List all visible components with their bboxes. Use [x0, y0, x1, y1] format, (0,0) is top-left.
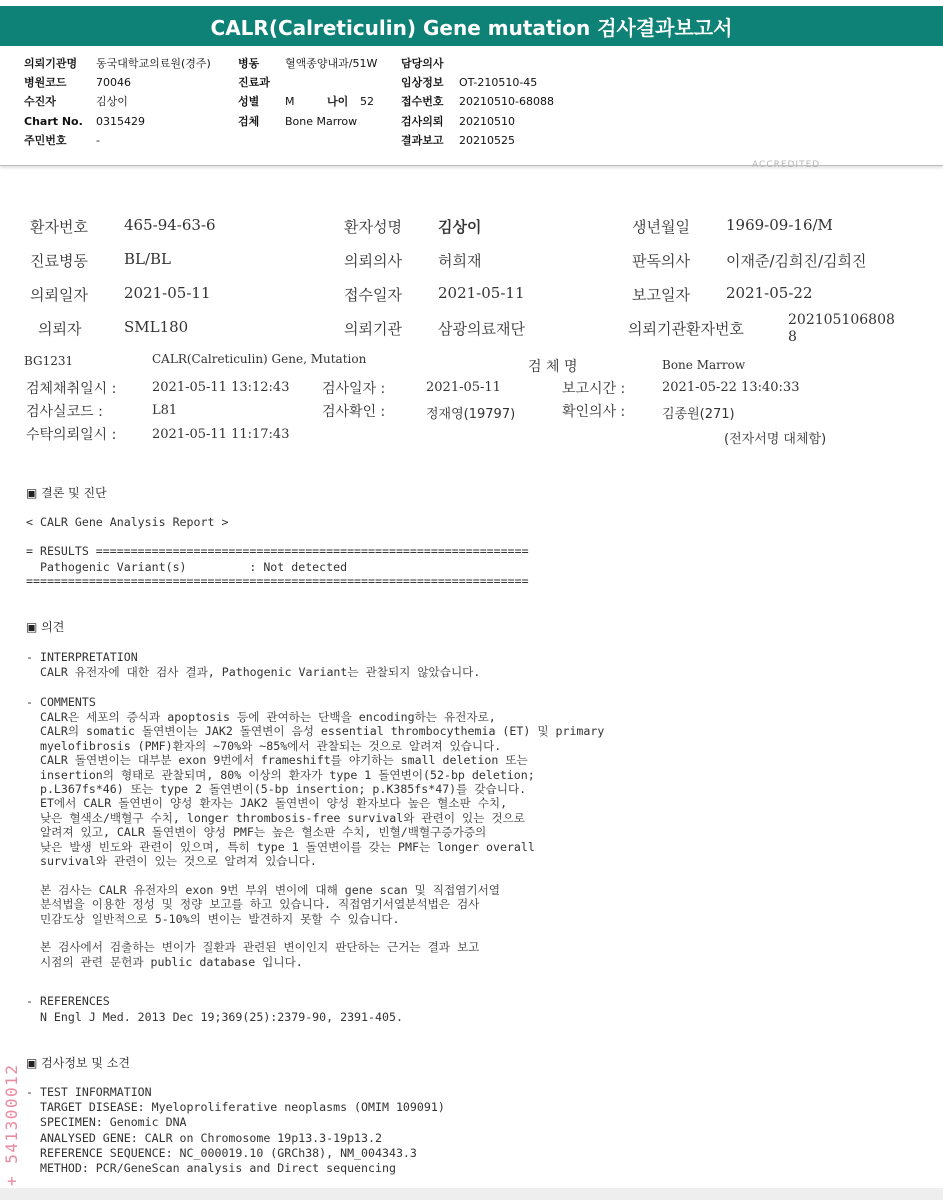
label-clinical-info: 임상정보	[401, 76, 444, 89]
value-patient: 김상이	[96, 95, 128, 108]
label-collection-time: 검체채취일시 :	[26, 381, 117, 397]
bottom-strip	[0, 1188, 943, 1200]
comments-heading: - COMMENTS	[26, 695, 96, 709]
label-requesting-doctor: 의뢰의사	[344, 252, 402, 270]
value-org-patient-number-overflow: 8	[788, 329, 797, 345]
text-line: 알려져 있고, CALR 돌연변이 양성 PMF는 높은 혈소판 수치, 빈혈/백혈구증가증의	[26, 825, 487, 840]
test-code: BG1231	[24, 354, 74, 368]
value-specimen-name: Bone Marrow	[662, 358, 746, 372]
label-test-request: 검사의뢰	[401, 115, 444, 128]
e-signature-note: (전자서명 대체함)	[724, 432, 827, 447]
label-consignment-time: 수탁의뢰일시 :	[26, 427, 117, 443]
text-line: 시점의 관련 문헌과 public database 입니다.	[26, 954, 303, 969]
label-receipt-date: 접수일자	[344, 286, 402, 304]
value-request-date: 2021-05-11	[124, 284, 211, 302]
value-result-report: 20210525	[459, 134, 515, 147]
text-line: survival와 관련이 있는 것으로 알려져 있습니다.	[26, 854, 317, 868]
label-requesting-org: 의뢰기관	[344, 320, 402, 338]
text-line: REFERENCE SEQUENCE: NC_000019.10 (GRCh38), NM_004343.3	[26, 1145, 417, 1160]
results-separator: = RESULTS ==============================================================	[26, 544, 529, 558]
report-title: CALR(Calreticulin) Gene mutation 검사결과보고서	[0, 6, 943, 46]
text-line: TARGET DISEASE: Myeloproliferative neoplasms (OMIM 109091)	[26, 1100, 445, 1115]
label-patient-id: 환자번호	[30, 218, 88, 236]
label-patient-name: 환자성명	[344, 218, 402, 236]
value-requesting-org: 삼광의료재단	[438, 320, 525, 338]
value-report-date: 2021-05-22	[726, 284, 813, 302]
value-requesting-institution: 동국대학교의료원(경주)	[96, 57, 211, 70]
label-ward: 병동	[238, 57, 260, 70]
label-chart-no: Chart No.	[24, 115, 83, 128]
value-receipt-number: 20210510-68088	[459, 95, 554, 108]
value-verifying-doctor: 김종원(271)	[662, 407, 735, 422]
value-sex: M	[285, 95, 295, 108]
label-requester: 의뢰자	[38, 320, 82, 338]
value-clinical-info: OT-210510-45	[459, 76, 538, 89]
label-result-report: 결과보고	[401, 134, 444, 147]
label-verifying-doctor: 확인의사 :	[562, 404, 626, 420]
value-org-patient-number: 202105106808	[788, 312, 895, 328]
text-line: insertion의 형태로 관찰되며, 80% 이상의 환자가 type 1 돌연변이(52-bp deletion;	[26, 767, 535, 782]
text-line: 본 검사는 CALR 유전자의 exon 9번 부위 변이에 대해 gene scan 및 직접염기서열	[26, 882, 500, 897]
header-info-panel	[0, 50, 943, 166]
references-heading: - REFERENCES	[26, 994, 110, 1008]
label-lab-code: 검사실코드 :	[26, 404, 103, 420]
value-ward: 혈액종양내과/51W	[285, 57, 378, 70]
text-line: - TEST INFORMATION	[26, 1085, 152, 1099]
value-test-date: 2021-05-11	[426, 380, 501, 395]
value-report-time: 2021-05-22 13:40:33	[662, 380, 800, 395]
value-test-request: 20210510	[459, 115, 515, 128]
opinion-heading: ▣ 의견	[26, 620, 65, 634]
value-specimen: Bone Marrow	[285, 115, 358, 128]
text-line: p.L367fs*46) 또는 type 2 돌연변이(5-bp insertion; p.K385fs*47)를 갖습니다.	[26, 782, 527, 796]
label-department: 진료과	[238, 76, 270, 89]
interpretation-heading: - INTERPRETATION	[26, 650, 138, 664]
text-line: SPECIMEN: Genomic DNA	[26, 1115, 187, 1130]
text-line: 본 검사에서 검출하는 변이가 질환과 관련된 변이인지 판단하는 근거는 결과 보고	[26, 940, 480, 955]
label-attending-doctor: 담당의사	[401, 57, 444, 70]
text-line: 분석법을 이용한 정성 및 정량 보고를 하고 있습니다. 직접염기서열분석법은 검사	[26, 897, 480, 912]
label-request-date: 의뢰일자	[30, 286, 88, 304]
label-reading-doctor: 판독의사	[632, 252, 690, 270]
value-age: 52	[360, 95, 374, 108]
results-end-separator: ========================================================================	[26, 574, 529, 588]
value-consignment-time: 2021-05-11 11:17:43	[152, 427, 290, 442]
pathogenic-variant-result: Pathogenic Variant(s) : Not detected	[26, 560, 348, 574]
value-requesting-doctor: 허희재	[438, 252, 482, 270]
text-line: 민감도상 일반적으로 5-10%의 변이는 발견하지 못할 수 있습니다.	[26, 911, 400, 926]
label-specimen: 검체	[238, 115, 260, 128]
label-org-patient-number: 의뢰기관환자번호	[628, 320, 744, 338]
text-line: CALR은 세포의 증식과 apoptosis 등에 관여하는 단백을 encoding하는 유전자로,	[26, 710, 496, 724]
label-test-confirm: 검사확인 :	[322, 404, 386, 420]
label-test-date: 검사일자 :	[322, 381, 386, 397]
text-line: ANALYSED GENE: CALR on Chromosome 19p13.3-19p13.2	[26, 1130, 382, 1145]
report-subtitle: < CALR Gene Analysis Report >	[26, 515, 229, 529]
text-line: METHOD: PCR/GeneScan analysis and Direct sequencing	[26, 1161, 396, 1175]
text-line: 낮은 혈색소/백혈구 수치, longer thrombosis-free survival와 관련이 있는 것으로	[26, 810, 525, 825]
label-specimen-name: 검 체 명	[528, 359, 578, 375]
text-line: myelofibrosis (PMF)환자의 ~70%와 ~85%에서 관찰되는 것으로 알려져 있습니다.	[26, 738, 502, 753]
accredited-watermark: ACCREDITED	[752, 160, 821, 170]
label-receipt-number: 접수번호	[401, 95, 444, 108]
label-birth-date: 생년월일	[632, 218, 690, 236]
value-hospital-code: 70046	[96, 76, 131, 89]
label-requesting-institution: 의뢰기관명	[24, 57, 78, 70]
value-collection-time: 2021-05-11 13:12:43	[152, 380, 290, 395]
text-line: CALR의 somatic 돌연변이는 JAK2 돌연변이 음성 essential thrombocythemia (ET) 및 primary	[26, 724, 605, 739]
references-text: N Engl J Med. 2013 Dec 19;369(25):2379-90, 2391-405.	[26, 1010, 403, 1024]
exam-info-heading: ▣ 검사정보 및 소견	[26, 1056, 130, 1070]
conclusion-heading: ▣ 결론 및 진단	[26, 486, 107, 500]
test-name: CALR(Calreticulin) Gene, Mutation	[152, 352, 367, 366]
value-chart-no: 0315429	[96, 115, 145, 128]
value-patient-id: 465-94-63-6	[124, 216, 216, 234]
text-line: 낮은 발생 빈도와 관련이 있으며, 특히 type 1 돌연변이를 갖는 PMF는 longer overall	[26, 839, 535, 854]
value-test-confirm: 정재영(19797)	[426, 407, 516, 422]
label-sex: 성별	[238, 95, 260, 108]
label-report-date: 보고일자	[632, 286, 690, 304]
side-barcode-number: + 541300012	[2, 1063, 21, 1186]
value-receipt-date: 2021-05-11	[438, 284, 525, 302]
value-treatment-ward: BL/BL	[124, 250, 172, 268]
text-line: ET에서 CALR 돌연변이 양성 환자는 JAK2 돌연변이 양성 환자보다 높은 혈소판 수치,	[26, 796, 508, 811]
value-patient-name: 김상이	[438, 218, 482, 236]
label-hospital-code: 병원코드	[24, 76, 67, 89]
value-requester: SML180	[124, 318, 189, 336]
interpretation-text: CALR 유전자에 대한 검사 결과, Pathogenic Variant는 관찰되지 않았습니다.	[26, 665, 481, 679]
label-resident-number: 주민번호	[24, 134, 67, 147]
value-resident-number: -	[96, 134, 100, 147]
value-reading-doctor: 이재준/김희진/김희진	[726, 252, 867, 270]
label-treatment-ward: 진료병동	[30, 252, 88, 270]
value-lab-code: L81	[152, 403, 178, 418]
label-age: 나이	[327, 95, 349, 108]
text-line: CALR 돌연변이는 대부분 exon 9번에서 frameshift를 야기하는 small deletion 또는	[26, 753, 528, 768]
label-report-time: 보고시간 :	[562, 381, 626, 397]
label-patient: 수진자	[24, 95, 56, 108]
value-birth-date: 1969-09-16/M	[726, 216, 833, 234]
